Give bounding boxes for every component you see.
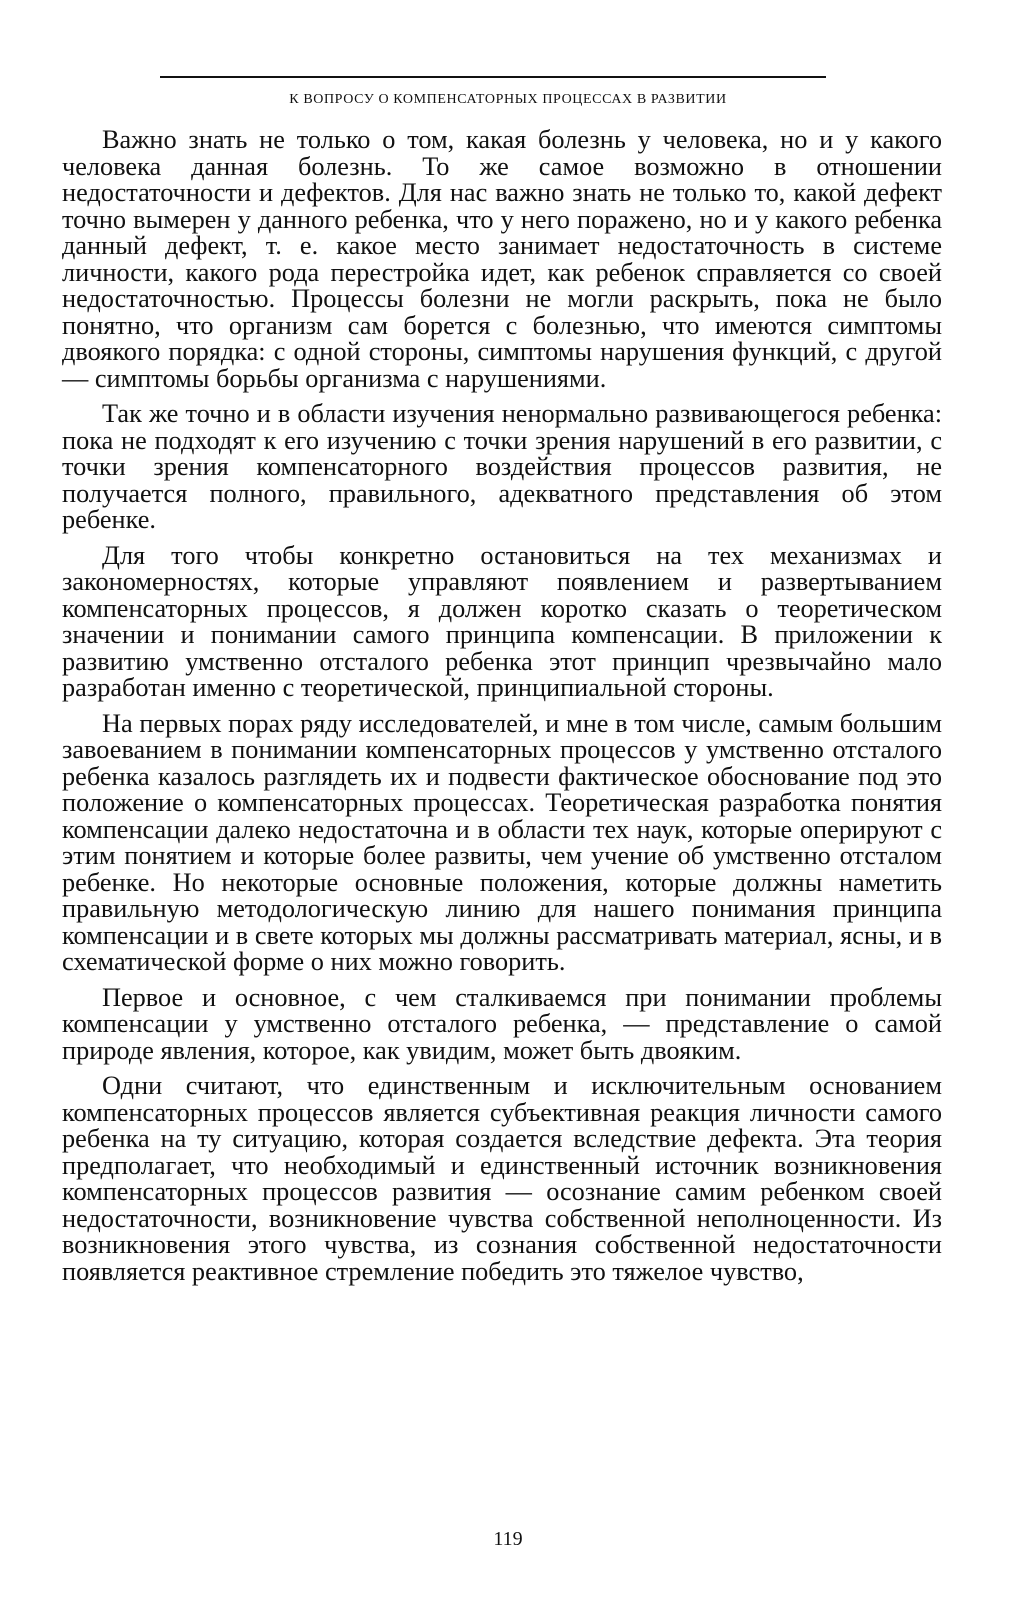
paragraph-2: Так же точно и в области изучения ненормально развивающегося ребенка: пока не подходят к его изучению с точки зрения нарушений в его развитии, с точки зрения компенсаторного воздействия процессов развития, не получается полного, правильного, адекватного представления об этом ребенке. <box>62 399 942 534</box>
paragraph-4: На первых порах ряду исследователей, и мне в том числе, самым большим завоеванием в понимании компенсаторных процессов у умственно отсталого ребенка казалось разглядеть их и подвести фактическое обоснование под это положение о компенсаторных процессах. Теоретическая разработка понятия компенсации далеко недостаточна и в области тех наук, которые оперируют с этим понятием и которые более развиты, чем учение об умственно отсталом ребенке. Но некоторые основные положения, которые должны наметить правильную методологическую линию для нашего понимания принципа компенсации и в свете которых мы должны рассматривать материал, ясны, и в схематической форме о них можно говорить. <box>62 708 942 976</box>
paragraph-1: Важно знать не только о том, какая болезнь у человека, но и у какого человека данная болезнь. То же самое возможно в отношении недостаточности и дефектов. Для нас важно знать не только то, какой дефект точно вымерен у данного ребенка, что у него поражено, но и у какого ребенка данный дефект, т. е. какое место занимает недостаточность в системе личности, какого рода перестройка идет, как ребенок справляется со своей недостаточностью. Процессы болезни не могли раскрыть, пока не было понятно, что организм сам борется с болезнью, что имеются симптомы двоякого порядка: с одной стороны, симптомы нарушения функций, с другой — симптомы борьбы организма с нарушениями. <box>62 125 942 393</box>
page-number: 119 <box>493 1528 523 1550</box>
paragraph-5: Первое и основное, с чем сталкиваемся при понимании проблемы компенсации у умственно отсталого ребенка, — представление о самой природе явления, которое, как увидим, может быть двояким. <box>62 982 942 1065</box>
paragraph-6: Одни считают, что единственным и исключительным основанием компенсаторных процессов является субъективная реакция личности самого ребенка на ту ситуацию, которая создается вследствие дефекта. Эта теория предполагает, что необходимый и единственный источник возникновения компенсаторных процессов развития — осознание самим ребенком своей недостаточности, возникновение чувства собственной неполноценности. Из возникновения этого чувства, из сознания собственной недостаточности появляется реактивное стремление победить это тяжелое чувство, <box>62 1071 942 1286</box>
body-text <box>62 127 942 1294</box>
header-rule <box>160 76 826 78</box>
running-header: К ВОПРОСУ О КОМПЕНСАТОРНЫХ ПРОЦЕССАХ В РАЗВИТИИ <box>289 92 727 107</box>
paragraph-3: Для того чтобы конкретно остановиться на тех механизмах и закономерностях, которые управляют появлением и развертыванием компенсаторных процессов, я должен коротко сказать о теоретическом значении и понимании самого принципа компенсации. В приложении к развитию умственно отсталого ребенка этот принцип чрезвычайно мало разработан именно с теоретической, принципиальной стороны. <box>62 540 942 702</box>
